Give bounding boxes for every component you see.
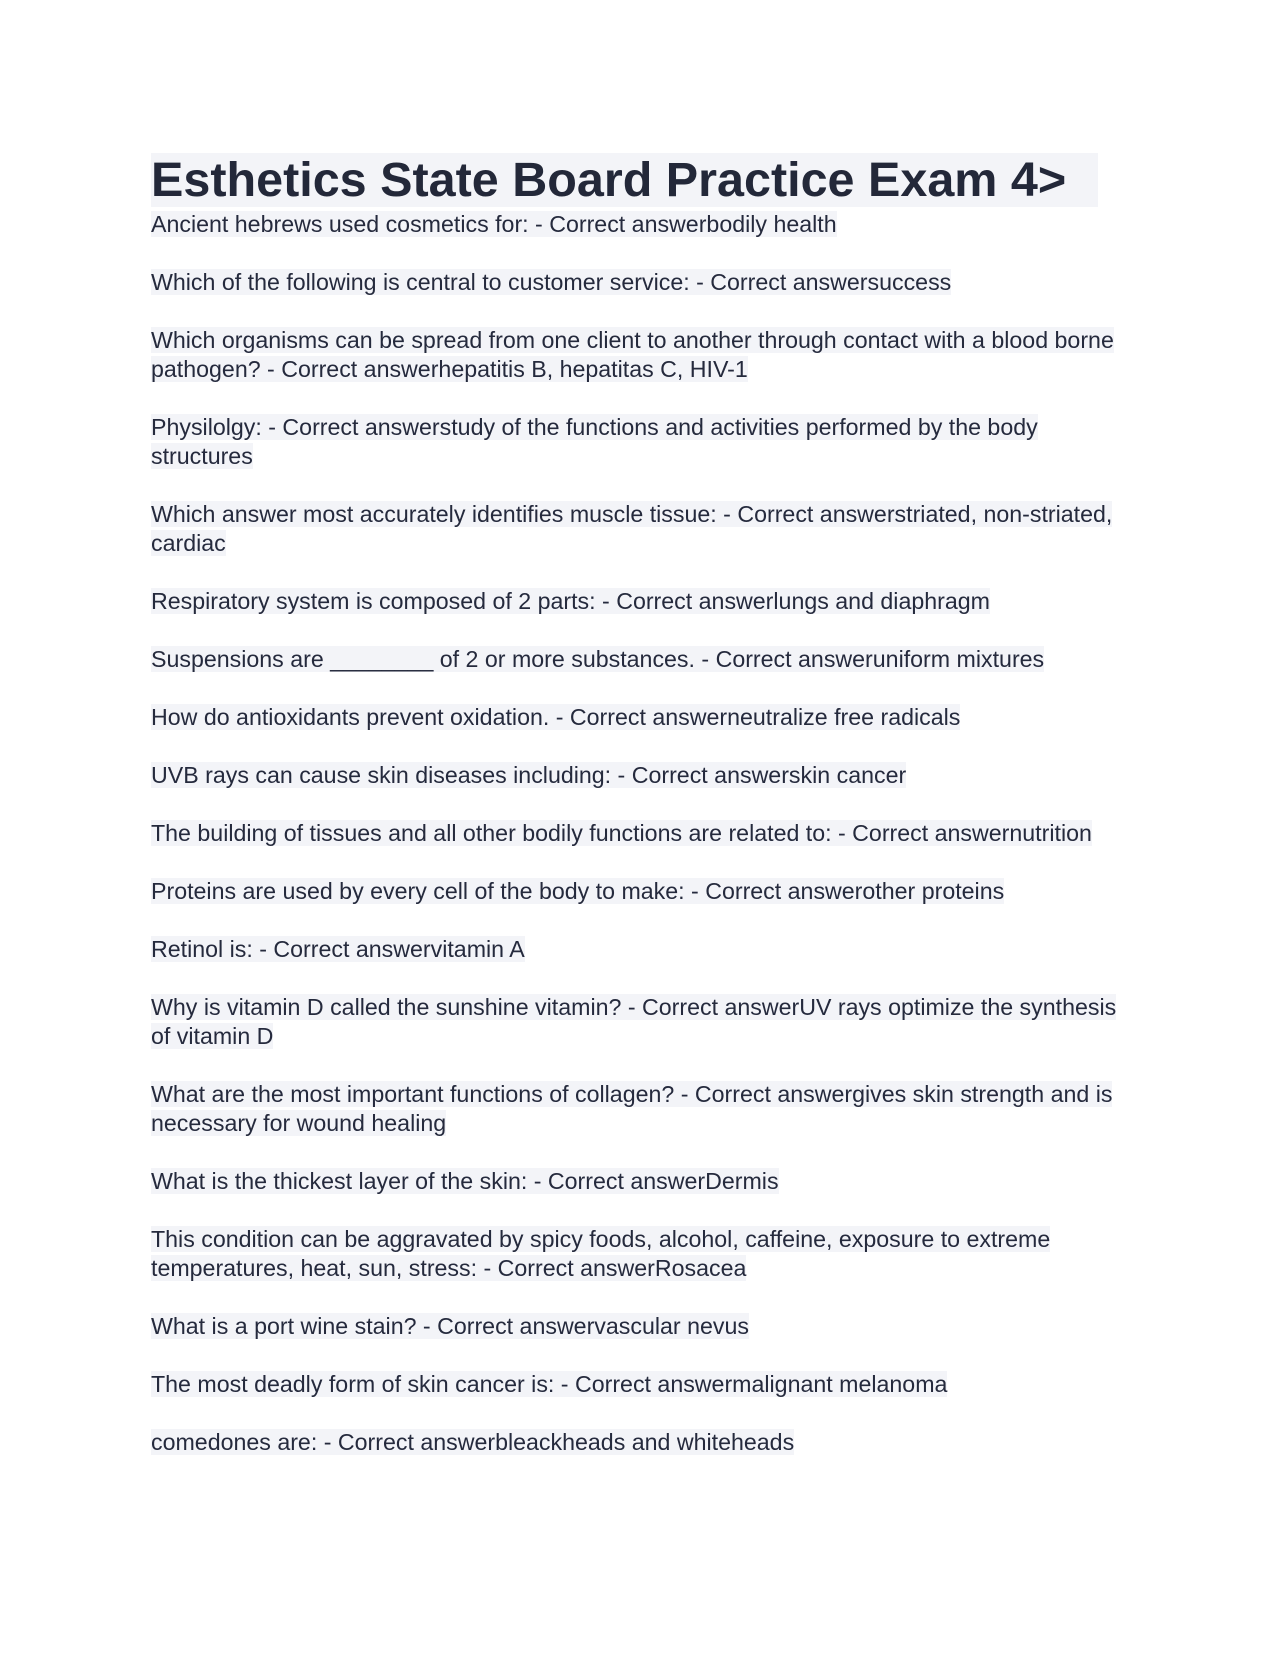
qa-item <box>151 1080 1133 1138</box>
qa-item <box>151 761 1133 790</box>
qa-text: What is a port wine stain? - Correct answervascular nevus <box>151 1313 749 1339</box>
qa-text: Physilolgy: - Correct answerstudy of the functions and activities performed by the body structures <box>151 414 1038 469</box>
qa-item <box>151 993 1133 1051</box>
qa-item <box>151 1428 1133 1457</box>
qa-item <box>151 210 1133 239</box>
qa-text: Ancient hebrews used cosmetics for: - Correct answerbodily health <box>151 211 837 237</box>
qa-text: The most deadly form of skin cancer is: - Correct answermalignant melanoma <box>151 1371 948 1397</box>
qa-text: Suspensions are ________ of 2 or more substances. - Correct answeruniform mixtures <box>151 646 1045 672</box>
qa-text: Why is vitamin D called the sunshine vitamin? - Correct answerUV rays optimize the synthesis of vitamin D <box>151 994 1117 1049</box>
qa-text: Respiratory system is composed of 2 parts: - Correct answerlungs and diaphragm <box>151 588 990 614</box>
qa-item <box>151 413 1133 471</box>
qa-item <box>151 1370 1133 1399</box>
document-page <box>151 150 1131 1486</box>
qa-text: This condition can be aggravated by spicy foods, alcohol, caffeine, exposure to extreme temperatures, heat, sun, stress: - Correct answerRosacea <box>151 1226 1051 1281</box>
qa-text: How do antioxidants prevent oxidation. - Correct answerneutralize free radicals <box>151 704 961 730</box>
qa-text: Proteins are used by every cell of the body to make: - Correct answerother proteins <box>151 878 1005 904</box>
qa-item <box>151 877 1133 906</box>
qa-text: comedones are: - Correct answerbleackheads and whiteheads <box>151 1429 795 1455</box>
document-title: Esthetics State Board Practice Exam 4> <box>151 150 1131 210</box>
qa-item <box>151 1225 1133 1283</box>
qa-item <box>151 819 1133 848</box>
qa-item <box>151 1312 1133 1341</box>
qa-item <box>151 268 1133 297</box>
qa-text: UVB rays can cause skin diseases including: - Correct answerskin cancer <box>151 762 907 788</box>
qa-item <box>151 326 1133 384</box>
qa-text: Which of the following is central to customer service: - Correct answersuccess <box>151 269 952 295</box>
qa-text: The building of tissues and all other bodily functions are related to: - Correct answernutrition <box>151 820 1092 846</box>
qa-text: What are the most important functions of collagen? - Correct answergives skin strength and is necessary for wound healing <box>151 1081 1113 1136</box>
qa-item <box>151 645 1133 674</box>
qa-item <box>151 703 1133 732</box>
qa-text: Which answer most accurately identifies muscle tissue: - Correct answerstriated, non-striated, cardiac <box>151 501 1113 556</box>
qa-item <box>151 1167 1133 1196</box>
qa-item <box>151 500 1133 558</box>
qa-item <box>151 935 1133 964</box>
qa-list <box>151 210 1131 1457</box>
qa-text: What is the thickest layer of the skin: - Correct answerDermis <box>151 1168 779 1194</box>
qa-text: Retinol is: - Correct answervitamin A <box>151 936 525 962</box>
qa-text: Which organisms can be spread from one client to another through contact with a blood borne pathogen? - Correct answerhepatitis B, hepatitas C, HIV-1 <box>151 327 1114 382</box>
qa-item <box>151 587 1133 616</box>
